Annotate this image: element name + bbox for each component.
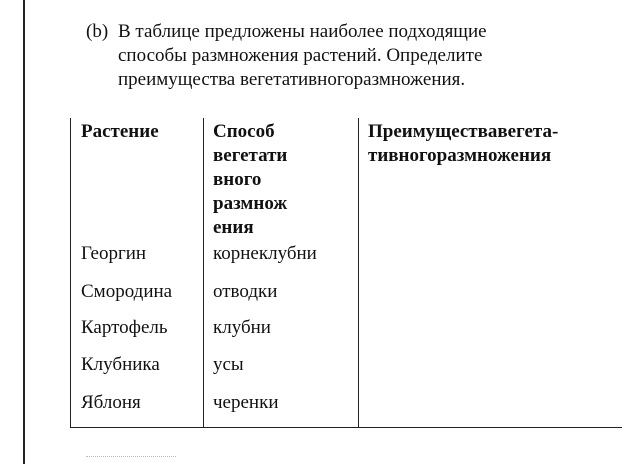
propagation-table <box>70 118 622 428</box>
header-advantage: Преимуществавегета- тивногоразмножения <box>368 121 559 166</box>
question-label: (b) <box>86 21 109 42</box>
table-border-left <box>70 118 71 428</box>
table-row-method: усы <box>213 354 244 375</box>
page-left-border <box>23 0 25 464</box>
table-row-plant: Георгин <box>81 243 147 264</box>
header-method: Способ вегетати вного размнож ения <box>213 121 288 238</box>
footer-dotted-mark <box>86 456 176 457</box>
table-row-plant: Яблоня <box>81 392 141 413</box>
table-row-plant: Картофель <box>81 317 168 338</box>
table-row-method: корнеклубни <box>213 243 317 264</box>
table-row-method: отводки <box>213 281 278 302</box>
question-text: В таблице предложены наиболее подходящие способы размножения растений. Определите преимущества вегетативногоразмножения. <box>118 21 487 90</box>
column-divider-1 <box>203 118 204 428</box>
table-row-plant: Смородина <box>81 281 173 302</box>
header-plant: Растение <box>81 121 159 142</box>
table-row-method: клубни <box>213 317 271 338</box>
column-divider-2 <box>358 118 359 428</box>
table-border-bottom <box>70 427 622 428</box>
table-row-plant: Клубника <box>81 354 160 375</box>
table-row-method: черенки <box>213 392 279 413</box>
